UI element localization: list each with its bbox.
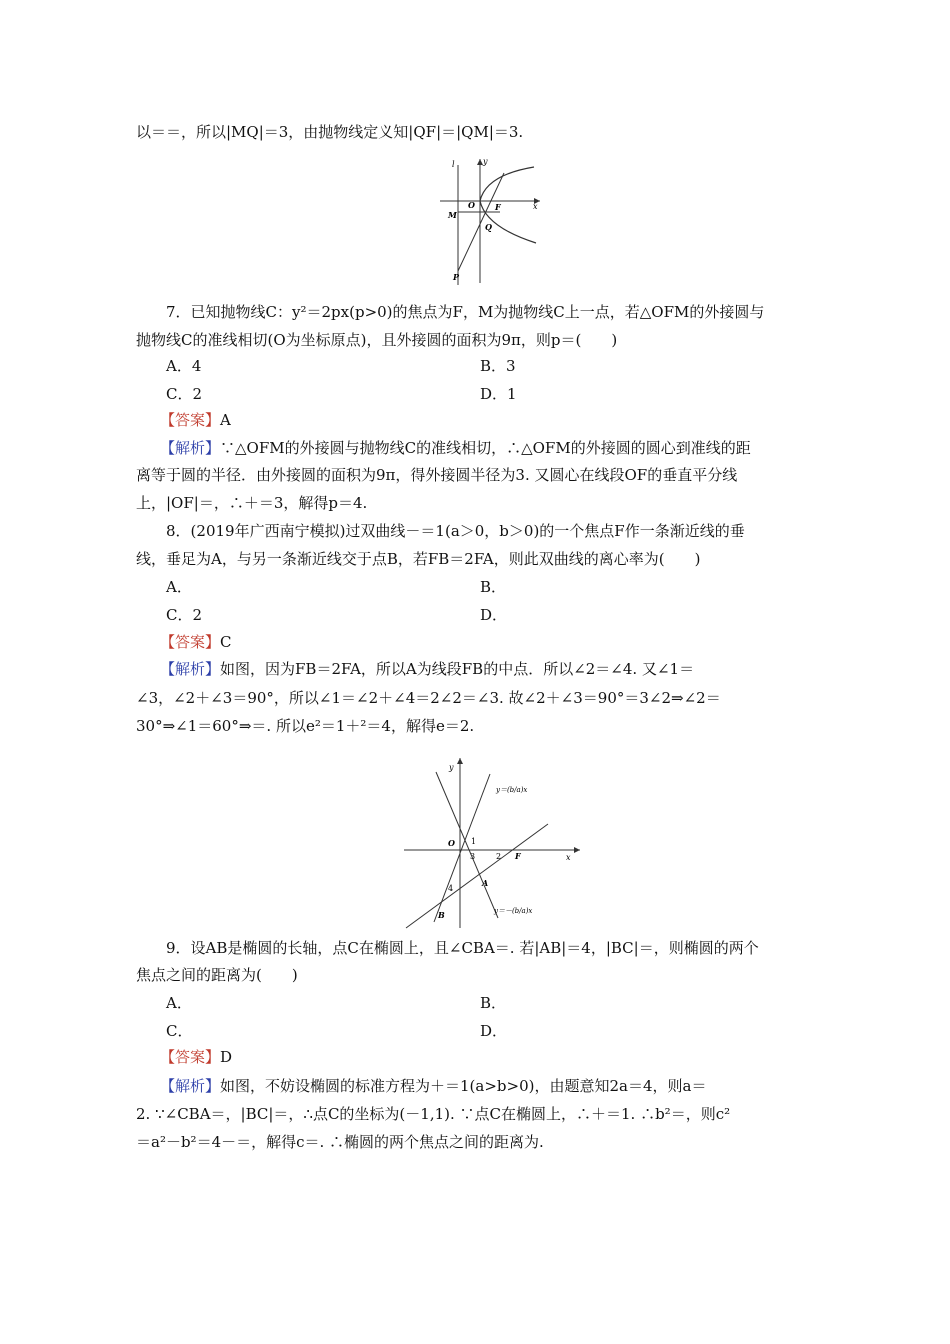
fig2-label-F: F [515,851,521,861]
fig2-angle-3: 3 [470,852,476,861]
q9-analysis-3: ＝a²－b²＝4－＝，解得c＝. ∴椭圆的两个焦点之间的距离为. [136,1133,544,1151]
q8-option-d: D． [480,606,508,624]
q7-analysis-text-1: ∵△OFM的外接圆与抛物线C的准线相切，∴△OFM的外接圆的圆心到准线的距 [220,439,751,457]
q9-stem-2: 焦点之间的距离为( ) [136,966,298,984]
q9-option-b: B． [480,994,507,1012]
answer-tag: 【答案】 [160,1048,221,1066]
hyperbola-figure [400,752,585,930]
fig2-label-y: y [449,763,454,772]
q9-option-a: A． [166,994,192,1012]
q7-analysis-1 [160,438,751,458]
fig2-asymptote-1: y＝(b/a)x [496,786,528,794]
q8-stem-1: 8．(2019年广西南宁模拟)过双曲线－＝1(a＞0，b＞0)的一个焦点F作一条渐近线的垂 [166,522,745,540]
fig2-label-x: x [566,853,571,862]
q9-answer-value: D [220,1048,233,1066]
fig2-label-O: O [448,838,455,848]
q7-option-b: B．3 [480,357,516,375]
q9-option-d: D． [480,1022,508,1040]
q7-answer-value: A [220,411,231,429]
q8-option-a: A． [166,578,192,596]
q8-analysis-text-1: 如图，因为FB＝2FA，所以A为线段FB的中点．所以∠2＝∠4. 又∠1＝ [220,660,695,678]
q8-option-b: B． [480,578,507,596]
fig2-angle-2: 2 [496,852,502,861]
q9-analysis-text-1: 如图，不妨设椭圆的标准方程为＋＝1(a>b>0)，由题意知2a＝4，则a＝ [220,1077,707,1095]
q8-analysis-2: ∠3，∠2＋∠3＝90°，所以∠1＝∠2＋∠4＝2∠2＝∠3. 故∠2＋∠3＝90°＝3∠2⇒∠2＝ [136,689,721,707]
q7-option-a: A．4 [166,357,202,375]
q8-stem-2: 线，垂足为A，与另一条渐近线交于点B，若FB＝2FA，则此双曲线的离心率为( ) [136,550,701,568]
parabola-figure [436,155,546,287]
fig1-label-Q: Q [485,222,492,232]
fig1-label-M: M [448,210,457,220]
q9-stem-1: 9．设AB是椭圆的长轴，点C在椭圆上，且∠CBA＝. 若|AB|＝4，|BC|＝，则椭圆的两个 [166,939,759,957]
fig2-angle-4: 4 [448,884,454,893]
answer-tag: 【答案】 [160,633,221,651]
fig2-angle-1: 1 [471,837,477,846]
q7-stem-1: 7．已知抛物线C：y²＝2px(p>0)的焦点为F，M为抛物线C上一点，若△OFM的外接圆与 [166,303,765,321]
fig1-label-x: x [533,202,538,211]
fig1-label-P: P [453,272,460,282]
q6-tail: 以＝＝，所以|MQ|＝3，由抛物线定义知|QF|＝|QM|＝3. [136,123,524,141]
q8-answer-value: C [220,633,232,651]
fig1-label-O: O [468,200,475,210]
q7-answer [160,410,231,430]
analysis-tag: 【解析】 [160,660,221,678]
fig1-label-l: l [452,160,455,169]
q9-answer [160,1047,232,1067]
fig1-label-y: y [483,157,488,166]
q7-stem-2: 抛物线C的准线相切(O为坐标原点)，且外接圆的面积为9π，则p＝( ) [136,331,618,349]
q8-analysis-1 [160,659,694,679]
q7-option-c: C．2 [166,385,203,403]
fig2-label-B: B [438,910,445,920]
q8-answer [160,632,232,652]
q8-analysis-3: 30°⇒∠1＝60°⇒＝. 所以e²＝1＋²＝4，解得e＝2. [136,717,475,735]
q9-option-c: C． [166,1022,193,1040]
q7-option-d: D．1 [480,385,517,403]
answer-tag: 【答案】 [160,411,221,429]
q9-analysis-2: 2. ∵∠CBA＝，|BC|＝，∴点C的坐标为(－1,1). ∵点C在椭圆上，∴＋＝1. ∴b²＝，则c² [136,1105,731,1123]
fig2-asymptote-2: y＝－(b/a)x [494,907,533,915]
q7-analysis-2: 离等于圆的半径．由外接圆的面积为9π，得外接圆半径为3. 又圆心在线段OF的垂直平分线 [136,466,738,484]
q9-analysis-1 [160,1076,706,1096]
q7-analysis-3: 上，|OF|＝，∴＋＝3，解得p＝4. [136,494,368,512]
fig1-label-F: F [495,202,501,212]
analysis-tag: 【解析】 [160,1077,221,1095]
q8-option-c: C．2 [166,606,203,624]
fig2-label-A: A [482,878,489,888]
analysis-tag: 【解析】 [160,439,221,457]
